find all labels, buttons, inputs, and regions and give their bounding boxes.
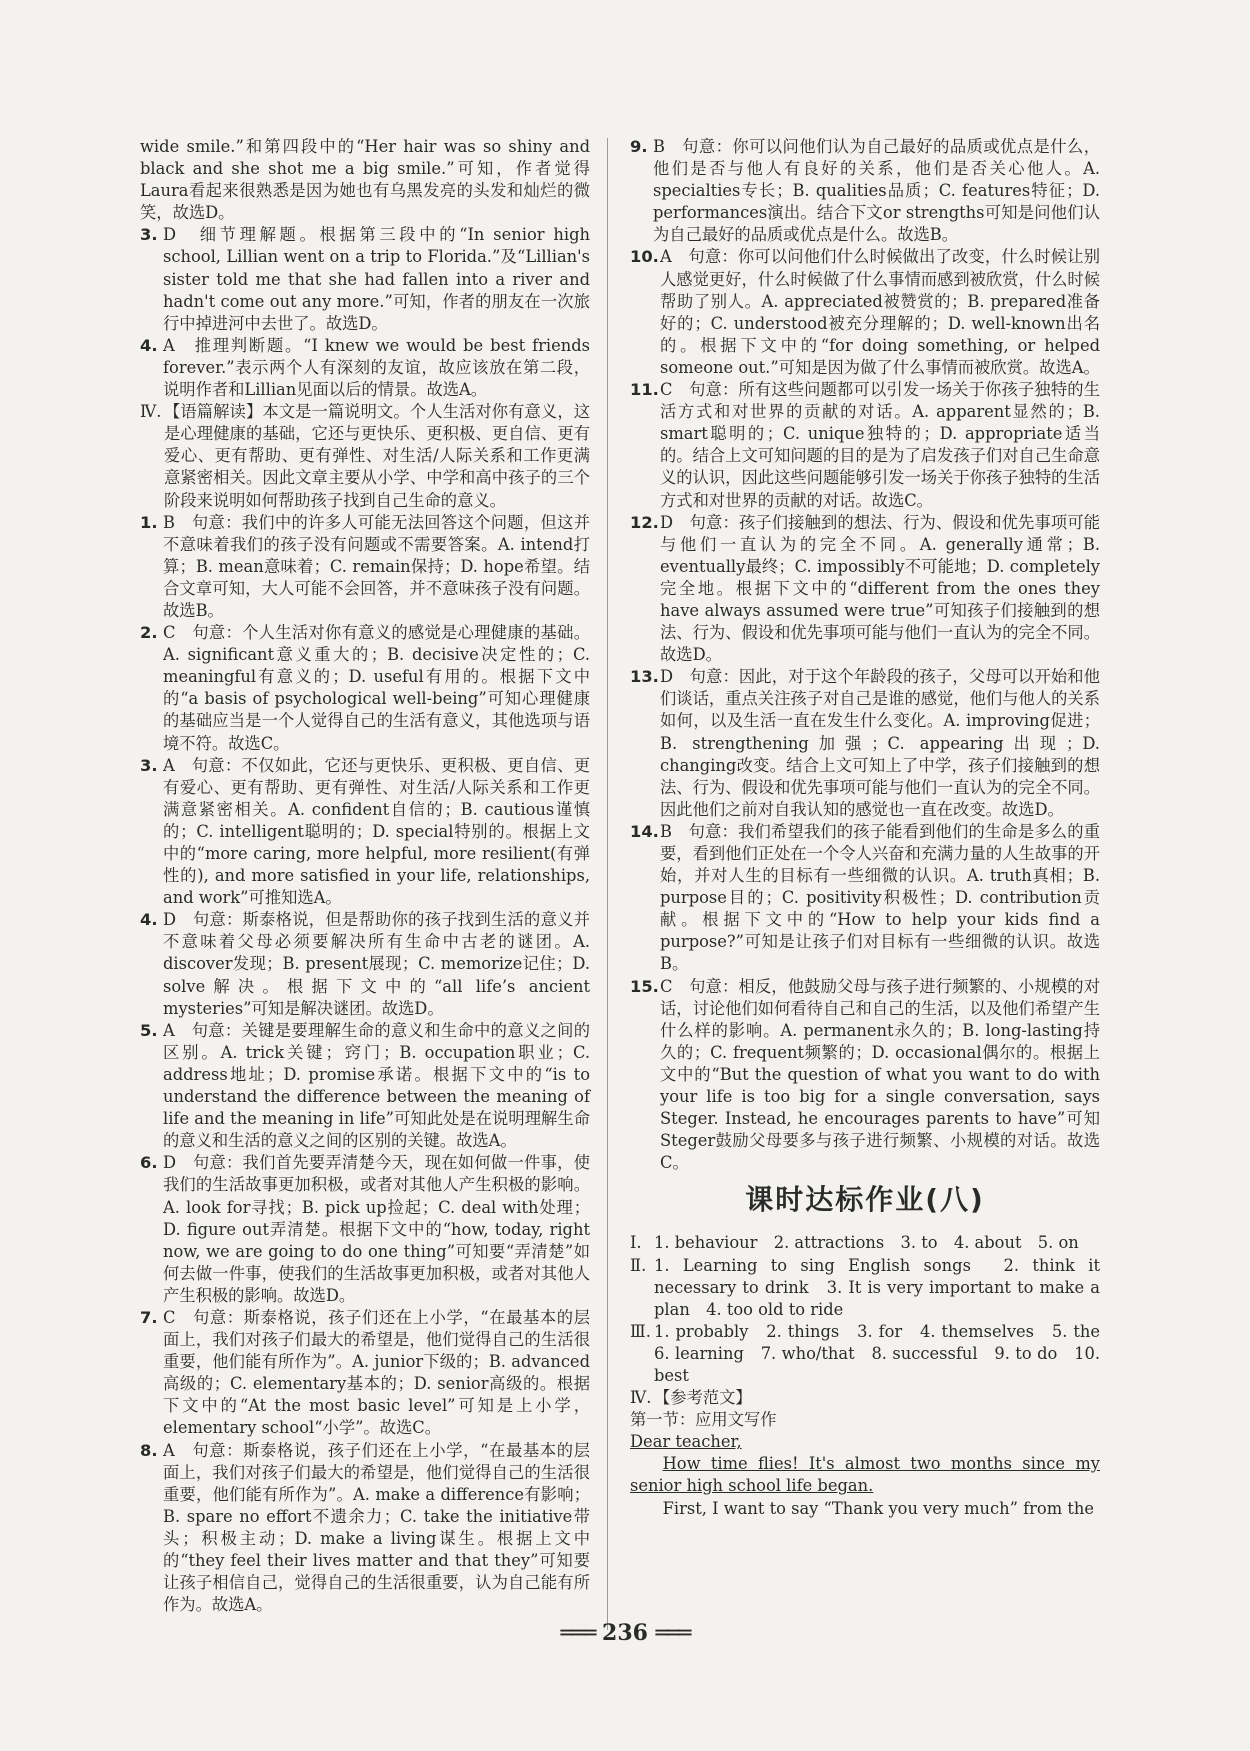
item-text: C 句意：个人生活对你有意义的感觉是心理健康的基础。A. significant意义重大的；B. decisive决定性的；C. meaningful有意义的；D. useful有用的。根据下文中的“a basis of psychological well-being”可知心理健康的基础应当是一个人觉得自己的生活有意义，其他选项与语境不符。故选C。 bbox=[163, 623, 590, 753]
answers bbox=[630, 1232, 1117, 1409]
item-text: D 句意：孩子们接触到的想法、行为、假设和优先事项可能与他们一直认为的完全不同。A. generally通常；B. eventually最终；C. impossibly不可能地；D. completely完全地。根据下文中的“different from the ones they have always assumed were true”可知孩子们接触到的想法、行为、假设和优先事项可能与他们一直认为的完全不同。故选D。 bbox=[660, 512, 1100, 665]
left_column-item bbox=[140, 401, 590, 511]
right_column-item bbox=[630, 246, 1100, 379]
left_column-item bbox=[140, 1020, 590, 1153]
item-number: 8. bbox=[140, 1440, 158, 1460]
answers-item bbox=[630, 1232, 1100, 1254]
answers-item bbox=[630, 1321, 1117, 1387]
left_column-item bbox=[140, 1307, 590, 1440]
item-text: 1. probably 2. things 3. for 4. themselves 5. the 6. learning 7. who/that 8. successful 9. to do 10. best bbox=[654, 1321, 1117, 1385]
item-text: 1. Learning to sing English songs 2. think it necessary to drink 3. It is very important to make a plan 4. too old to ride bbox=[654, 1255, 1100, 1319]
item-text: D 句意：我们首先要弄清楚今天，现在如何做一件事，使我们的生活故事更加积极，或者对其他人产生积极的影响。A. look for寻找；B. pick up捡起；C. deal with处理；D. figure out弄清楚。根据下文中的“how, today, right now, we are going to do one thing”可知要“弄清楚”如何去做一件事，使我们的生活故事更加积极，或者对其他人产生积极的影响。故选D。 bbox=[163, 1153, 590, 1305]
item-text: D 句意：因此，对于这个年龄段的孩子，父母可以开始和他们谈话，重点关注孩子对自己是谁的感觉，他们与他人的关系如何，以及生活一直在发生什么变化。A. improving促进；B. strengthening加强；C. appearing出现；D. changing改变。结合上文可知上了中学，孩子们接触到的想法、行为、假设和优先事项可能与他们一直认为的完全不同。因此他们之前对自我认知的感觉也一直在改变。故选D。 bbox=[660, 667, 1100, 819]
item-number: 4. bbox=[140, 910, 158, 930]
item-text: D 句意：斯泰格说，但是帮助你的孩子找到生活的意义并不意味着父母必须要解决所有生命中古老的谜团。A. discover发现；B. present展现；C. memorize记住；D. solve解决。根据下文中的“all life’s ancient mysteries”可知是解决谜团。故选D。 bbox=[163, 910, 590, 1018]
item-text: C 句意：所有这些问题都可以引发一场关于你孩子独特的生活方式和对世界的贡献的对话。A. apparent显然的；B. smart聪明的；C. unique独特的；D. appropriate适当的。结合上文可知问题的目的是为了启发孩子们对自己生命意义的认识，因此这些问题能够引发一场关于你孩子独特的生活方式和对世界的贡献的对话。故选C。 bbox=[660, 380, 1100, 510]
item-number: Ⅱ. bbox=[630, 1255, 647, 1275]
item-number: 3. bbox=[140, 225, 158, 245]
page-number-left-rule: ═══ bbox=[560, 1621, 595, 1646]
item-number: 14. bbox=[630, 821, 659, 841]
item-text: D 细节理解题。根据第三段中的“In senior high school, Lillian went on a trip to Florida.”及“Lillian's sister told me that she had fallen into a river and hadn't come out any more.”可知，作者的朋友在一次旅行中掉进河中去世了。故选D。 bbox=[163, 225, 590, 333]
item-text: B 句意：你可以问他们认为自己最好的品质或优点是什么，他们是否与他人有良好的关系，他们是否关心他人。A. specialties专长；B. qualities品质；C. features特征；D. performances演出。结合下文or strengths可知是问他们认为自己最好的品质或优点是什么。故选B。 bbox=[653, 137, 1100, 245]
right-column bbox=[630, 136, 1117, 1520]
right_column-item bbox=[630, 821, 1100, 976]
column-divider bbox=[607, 138, 608, 1630]
right_column-item bbox=[630, 666, 1100, 821]
left_column-item bbox=[140, 1440, 590, 1617]
item-text: B 句意：我们中的许多人可能无法回答这个问题，但这并不意味着我们的孩子没有问题或不需要答案。A. intend打算；B. mean意味着；C. remain保持；D. hope希望。结合文章可知，大人可能不会回答，并不意味孩子没有问题。故选B。 bbox=[163, 512, 590, 620]
right_column-item bbox=[630, 136, 1100, 246]
left_column-item bbox=[140, 622, 590, 755]
answers-item bbox=[630, 1255, 1100, 1321]
essay-heading: 第一节：应用文写作 bbox=[630, 1410, 777, 1430]
item-text: C 句意：斯泰格说，孩子们还在上小学，“在最基本的层面上，我们对孩子们最大的希望是，他们觉得自己的生活很重要，他们能有所作为”。A. junior下级的；B. advanced高级的；C. elementary基本的；D. senior高级的。根据下文中的“At the most basic level”可知是上小学，elementary school“小学”。故选C。 bbox=[163, 1307, 590, 1438]
item-text: C 句意：相反，他鼓励父母与孩子进行频繁的、小规模的对话，讨论他们如何看待自己和自己的生活，以及他们希望产生什么样的影响。A. permanent永久的；B. long-lasting持久的；C. frequent频繁的；D. occasional偶尔的。根据上文中的“But the question of what you want to do with your life is too big for a single conversation, says Steger. Instead, he encourages parents to have”可知Steger鼓励父母要多与孩子进行频繁、小规模的对话。故选C。 bbox=[660, 976, 1100, 1173]
left-column bbox=[140, 136, 590, 1616]
essay-para2: First, I want to say “Thank you very much” from the bbox=[662, 1498, 1095, 1518]
item-text: 1. behaviour 2. attractions 3. to 4. about 5. on bbox=[654, 1233, 1079, 1253]
right_column-item bbox=[630, 379, 1100, 512]
item-text: A 句意：不仅如此，它还与更快乐、更积极、更自信、更有爱心、更有帮助、更有弹性、对生活/人际关系和工作更满意紧密相关。A. confident自信的；B. cautious谨慎的；C. intelligent聪明的；D. special特别的。根据上文中的“more caring, more helpful, more resilient(有弹性的), and more satisfied in your life, relationships, and work”可推知选A。 bbox=[163, 755, 590, 908]
item-number: 1. bbox=[140, 512, 158, 532]
page-number-value: 236 bbox=[602, 1620, 648, 1646]
left_column-item bbox=[140, 136, 590, 224]
item-number: 9. bbox=[630, 137, 648, 156]
item-number: Ⅲ. bbox=[630, 1321, 651, 1341]
item-number: 5. bbox=[140, 1020, 158, 1040]
left_column-item bbox=[140, 335, 590, 401]
page-number-right-rule: ═══ bbox=[655, 1621, 690, 1646]
item-number: Ⅳ. bbox=[630, 1388, 652, 1408]
section-title: 课时达标作业(八) bbox=[745, 1183, 985, 1217]
right_column-item bbox=[630, 512, 1100, 667]
item-text: 【参考范文】 bbox=[654, 1388, 752, 1408]
left_column-item bbox=[140, 755, 590, 910]
item-number: Ⅳ. bbox=[140, 402, 162, 422]
item-number: 11. bbox=[630, 380, 659, 400]
item-text: A 句意：你可以问他们什么时候做出了改变，什么时候让别人感觉更好，什么时候做了什么事情而感到被欣赏，什么时候帮助了别人。A. appreciated被赞赏的；B. prepared准备好的；C. understood被充分理解的；D. well-known出名的。根据下文中的“for doing something, or helped someone out.”可知是因为做了什么事情而被欣赏。故选A。 bbox=[660, 247, 1100, 377]
item-text: 【语篇解读】本文是一篇说明文。个人生活对你有意义，这是心理健康的基础，它还与更快乐、更积极、更自信、更有爱心、更有帮助、更有弹性、对生活/人际关系和工作更满意紧密相关。因此文章主要从小学、中学和高中孩子的三个阶段来说明如何帮助孩子找到自己生命的意义。 bbox=[164, 402, 590, 510]
left_column-item bbox=[140, 1152, 590, 1307]
answers-item bbox=[630, 1387, 1100, 1409]
item-text: B 句意：我们希望我们的孩子能看到他们的生命是多么的重要，看到他们正处在一个令人兴奋和充满力量的人生故事的开始，并对人生的目标有一些细微的认识。A. truth真相；B. purpose目的；C. positivity积极性；D. contribution贡献。根据下文中的“How to help your kids find a purpose?”可知是让孩子们对目标有一些细微的认识。故选B。 bbox=[660, 821, 1100, 974]
right-items bbox=[630, 136, 1100, 1174]
essay bbox=[630, 1409, 1100, 1519]
item-number: 10. bbox=[630, 247, 659, 267]
right_column-item bbox=[630, 976, 1100, 1175]
item-number: 13. bbox=[630, 667, 659, 687]
item-number: 15. bbox=[630, 976, 659, 996]
page-number bbox=[0, 1620, 1250, 1646]
item-number: 12. bbox=[630, 512, 659, 532]
item-number: 4. bbox=[140, 335, 158, 355]
left_column-item bbox=[140, 224, 590, 334]
item-text: A 推理判断题。“I knew we would be best friends forever.”表示两个人有深刻的友谊，故应该放在第二段，说明作者和Lillian见面以后的情景。故选A。 bbox=[163, 335, 590, 400]
left_column-item bbox=[140, 512, 590, 622]
item-text: wide smile.”和第四段中的“Her hair was so shiny and black and she shot me a big smile.”可知，作者觉得Laura看起来很熟悉是因为她也有乌黑发亮的头发和灿烂的微笑，故选D。 bbox=[140, 137, 590, 223]
essay-para1: How time flies! It's almost two months since my senior high school life began. bbox=[630, 1454, 1100, 1496]
item-text: A 句意：关键是要理解生命的意义和生命中的意义之间的区别。A. trick关键；窍门；B. occupation职业；C. address地址；D. promise承诺。根据下文中的“is to understand the difference between the meaning of life and the meaning in life”可知此处是在说明理解生命的意义和生活的意义之间的区别的关键。故选A。 bbox=[163, 1020, 590, 1151]
left_column-item bbox=[140, 909, 590, 1019]
item-number: 6. bbox=[140, 1153, 158, 1173]
item-number: Ⅰ. bbox=[630, 1233, 642, 1253]
item-number: 7. bbox=[140, 1307, 158, 1327]
item-text: A 句意：斯泰格说，孩子们还在上小学，“在最基本的层面上，我们对孩子们最大的希望是，他们觉得自己的生活很重要，他们能有所作为”。A. make a difference有影响；B. spare no effort不遗余力；C. take the initiative带头；积极主动；D. make a living谋生。根据上文中的“they feel their lives matter and that they”可知要让孩子相信自己，觉得自己的生活很重要，认为自己能有所作为。故选A。 bbox=[163, 1440, 590, 1615]
item-number: 2. bbox=[140, 623, 158, 643]
item-number: 3. bbox=[140, 755, 158, 775]
essay-salutation: Dear teacher, bbox=[630, 1432, 742, 1452]
